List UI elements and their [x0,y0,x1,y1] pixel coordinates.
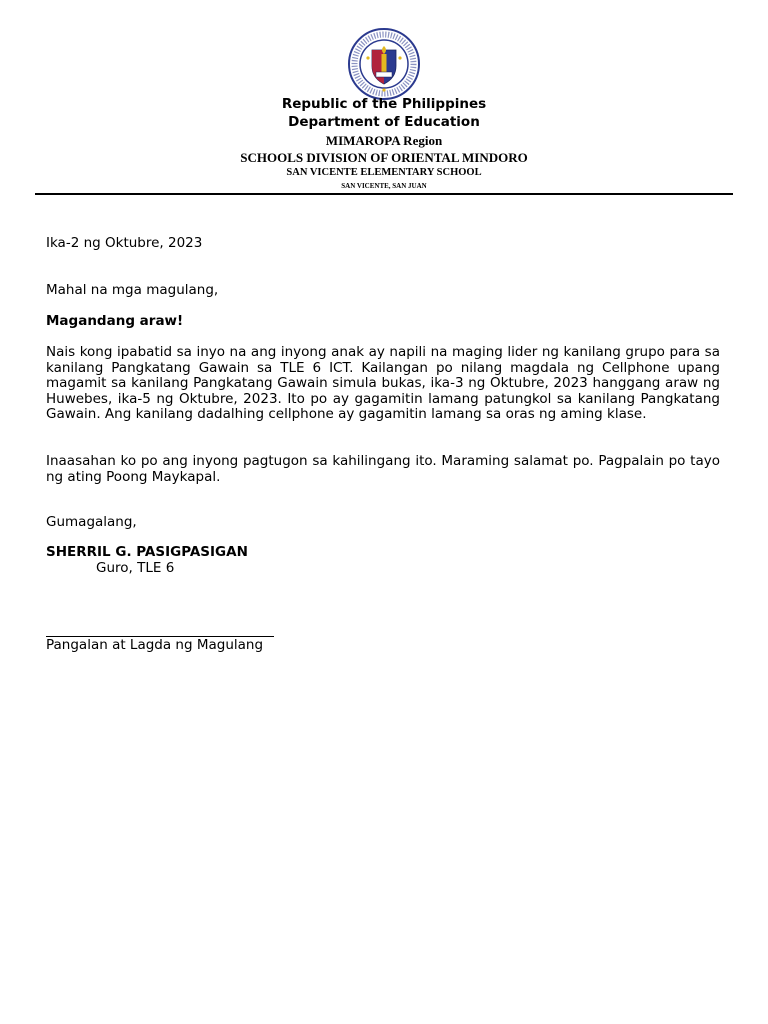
header-address: SAN VICENTE, SAN JUAN [341,182,427,190]
header-region: MIMAROPA Region [325,133,443,148]
deped-seal-logo [348,28,420,100]
header-division: SCHOOLS DIVISION OF ORIENTAL MINDORO [240,150,528,165]
header-divider [35,193,733,195]
parent-signature-caption: Pangalan at Lagda ng Magulang [46,637,264,653]
letter-date: Ika-2 ng Oktubre, 2023 [46,235,203,251]
letter-greeting: Magandang araw! [46,313,184,329]
header-department: Department of Education [288,114,480,130]
signatory-title: Guro, TLE 6 [96,560,175,576]
signatory-name: SHERRIL G. PASIGPASIGAN [46,544,248,560]
header-republic: Republic of the Philippines [281,96,487,112]
header-school: SAN VICENTE ELEMENTARY SCHOOL [286,167,482,178]
letter-paragraph-1: Nais kong ipabatid sa inyo na ang inyong anak ay napili na maging lider ng kanilang grupo para sa kanilang Pangkatang Gawain sa TLE 6 ICT. Kailangan po nilang magdala ng Cellphone upang magamit sa kanilang Pangkatang Gawain simula bukas, ika-3 ng Oktubre, 2023 hanggang araw ng Huwebes, ika-5 ng Oktubre, 2023. Ito po ay gagamitin lamang patungkol sa kanilang Pangkatang Gawain. Ang kanilang dadalhing cellphone ay gagamitin lamang sa oras ng aming klase. [46,344,720,423]
letter-salutation: Mahal na mga magulang, [46,282,219,298]
letter-closing: Gumagalang, [46,514,137,530]
letter-paragraph-2: Inaasahan ko po ang inyong pagtugon sa kahilingang ito. Maraming salamat po. Pagpalain po tayo ng ating Poong Maykapal. [46,453,720,485]
